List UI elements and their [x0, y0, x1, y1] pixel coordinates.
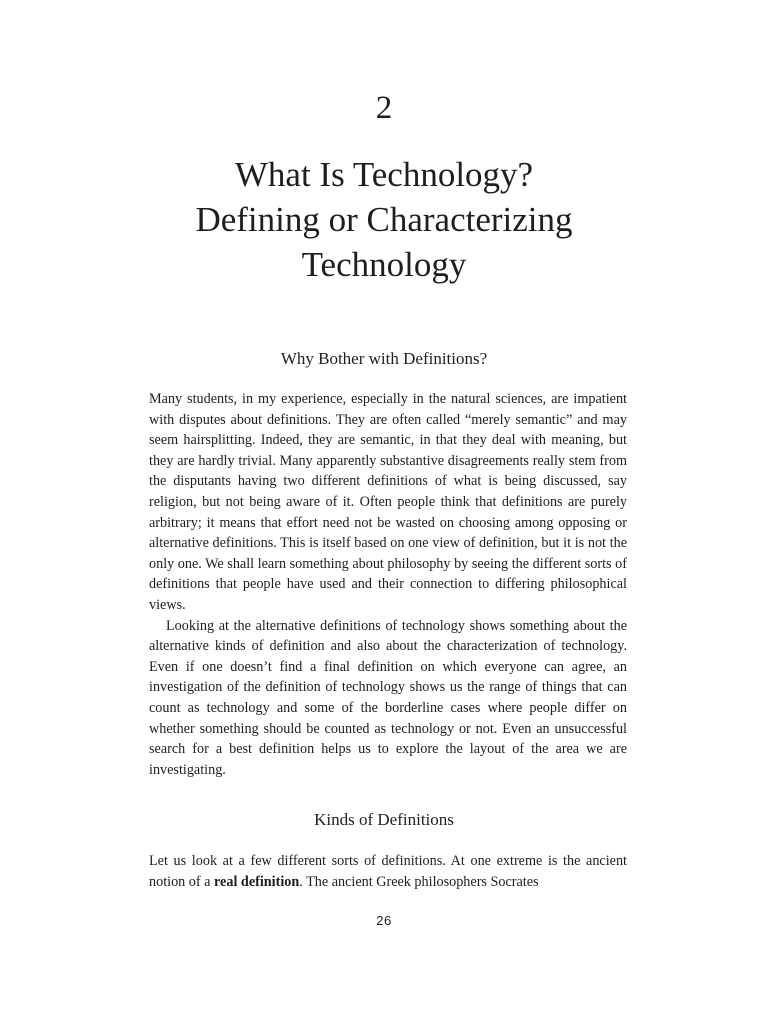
chapter-title — [0, 152, 768, 287]
paragraph-3 — [149, 851, 627, 892]
section-heading-kinds-of-definitions: Kinds of Definitions — [314, 810, 454, 829]
paragraph-3-text-start: Let us look at a few different sorts of definitions. At one extreme is the ancient notion of a — [149, 853, 627, 890]
term-real-definition: real definition — [214, 873, 300, 890]
page-number: 26 — [376, 913, 392, 928]
chapter-title-line-2: Defining or Characterizing — [195, 200, 573, 239]
chapter-title-line-1: What Is Technology? — [234, 155, 534, 194]
paragraph-1: Many students, in my experience, especially in the natural sciences, are impatient with disputes about definitions. They are often called “merely semantic” and may seem hairsplitting. Indeed, they are semantic, in that they deal with meaning, but they are hardly trivial. Many apparently substantive disagreements really stem from the disputants having two different definitions of what is being discussed, say religion, but not being aware of it. Often people think that definitions are purely arbitrary; it means that effort need not be wasted on choosing among opposing or alternative definitions. This is itself based on one view of definition, but it is not the only one. We shall learn something about philosophy by seeing the different sorts of definitions that people have used and their connection to differing philosophical views. — [149, 391, 627, 613]
section-body-kinds-of-definitions — [149, 851, 627, 892]
section-heading-why-bother: Why Bother with Definitions? — [280, 349, 488, 368]
chapter-number: 2 — [375, 90, 393, 126]
section-body-why-bother — [149, 389, 627, 780]
chapter-title-line-3: Technology — [301, 245, 467, 284]
paragraph-3-text-end: . The ancient Greek philosophers Socrates — [299, 873, 539, 890]
paragraph-2: Looking at the alternative definitions of technology shows something about the alternative kinds of definition and also about the characterization of technology. Even if one doesn’t find a final definition on which everyone can agree, an investigation of the definition of technology shows us the range of things that can count as technology and some of the borderline cases where people differ on whether something should be counted as technology or not. Even an unsuccessful search for a best definition helps us to explore the layout of the area we are investigating. — [149, 617, 627, 778]
